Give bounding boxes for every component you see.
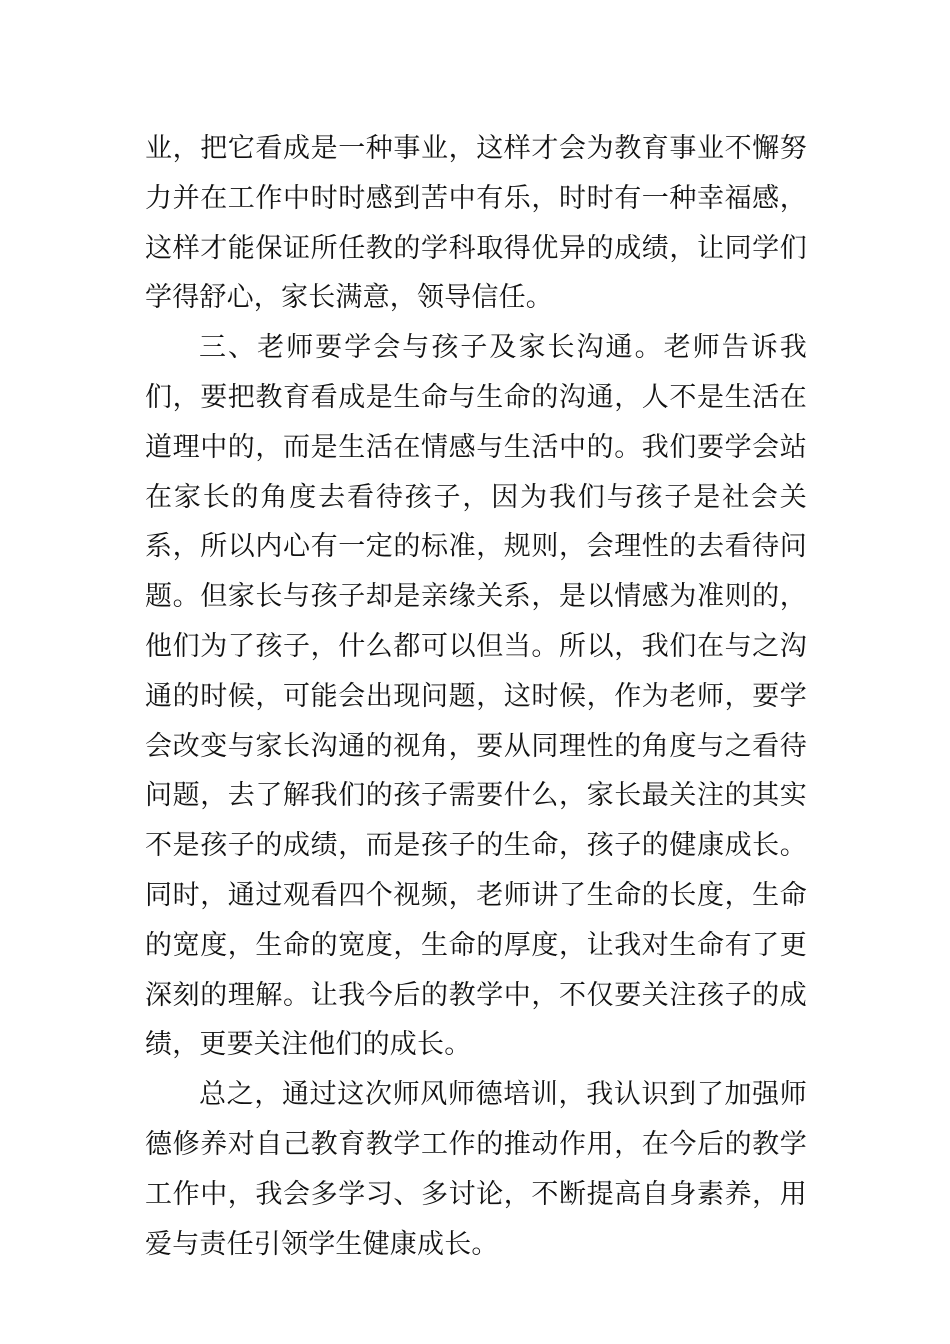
paragraph-continuation: 业，把它看成是一种事业，这样才会为教育事业不懈努力并在工作中时时感到苦中有乐，时时有一种幸福感，这样才能保证所任教的学科取得优异的成绩，让同学们学得舒心，家长满意，领导信任。 — [145, 133, 807, 314]
document-body — [145, 124, 807, 1269]
paragraph-conclusion: 总之，通过这次师风师德培训，我认识到了加强师德修养对自己教育教学工作的推动作用，在今后的教学工作中，我会多学习、多讨论，不断提高自身素养，用爱与责任引领学生健康成长。 — [145, 1079, 807, 1260]
paragraph-section-three: 三、老师要学会与孩子及家长沟通。老师告诉我们，要把教育看成是生命与生命的沟通，人不是生活在道理中的，而是生活在情感与生活中的。我们要学会站在家长的角度去看待孩子，因为我们与孩子是社会关系，所以内心有一定的标准，规则，会理性的去看待问题。但家长与孩子却是亲缘关系，是以情感为准则的，他们为了孩子，什么都可以但当。所以，我们在与之沟通的时候，可能会出现问题，这时候，作为老师，要学会改变与家长沟通的视角，要从同理性的角度与之看待问题，去了解我们的孩子需要什么，家长最关注的其实不是孩子的成绩，而是孩子的生命，孩子的健康成长。同时，通过观看四个视频，老师讲了生命的长度，生命的宽度，生命的宽度，生命的厚度，让我对生命有了更深刻的理解。让我今后的教学中，不仅要关注孩子的成绩，更要关注他们的成长。 — [145, 332, 807, 1061]
